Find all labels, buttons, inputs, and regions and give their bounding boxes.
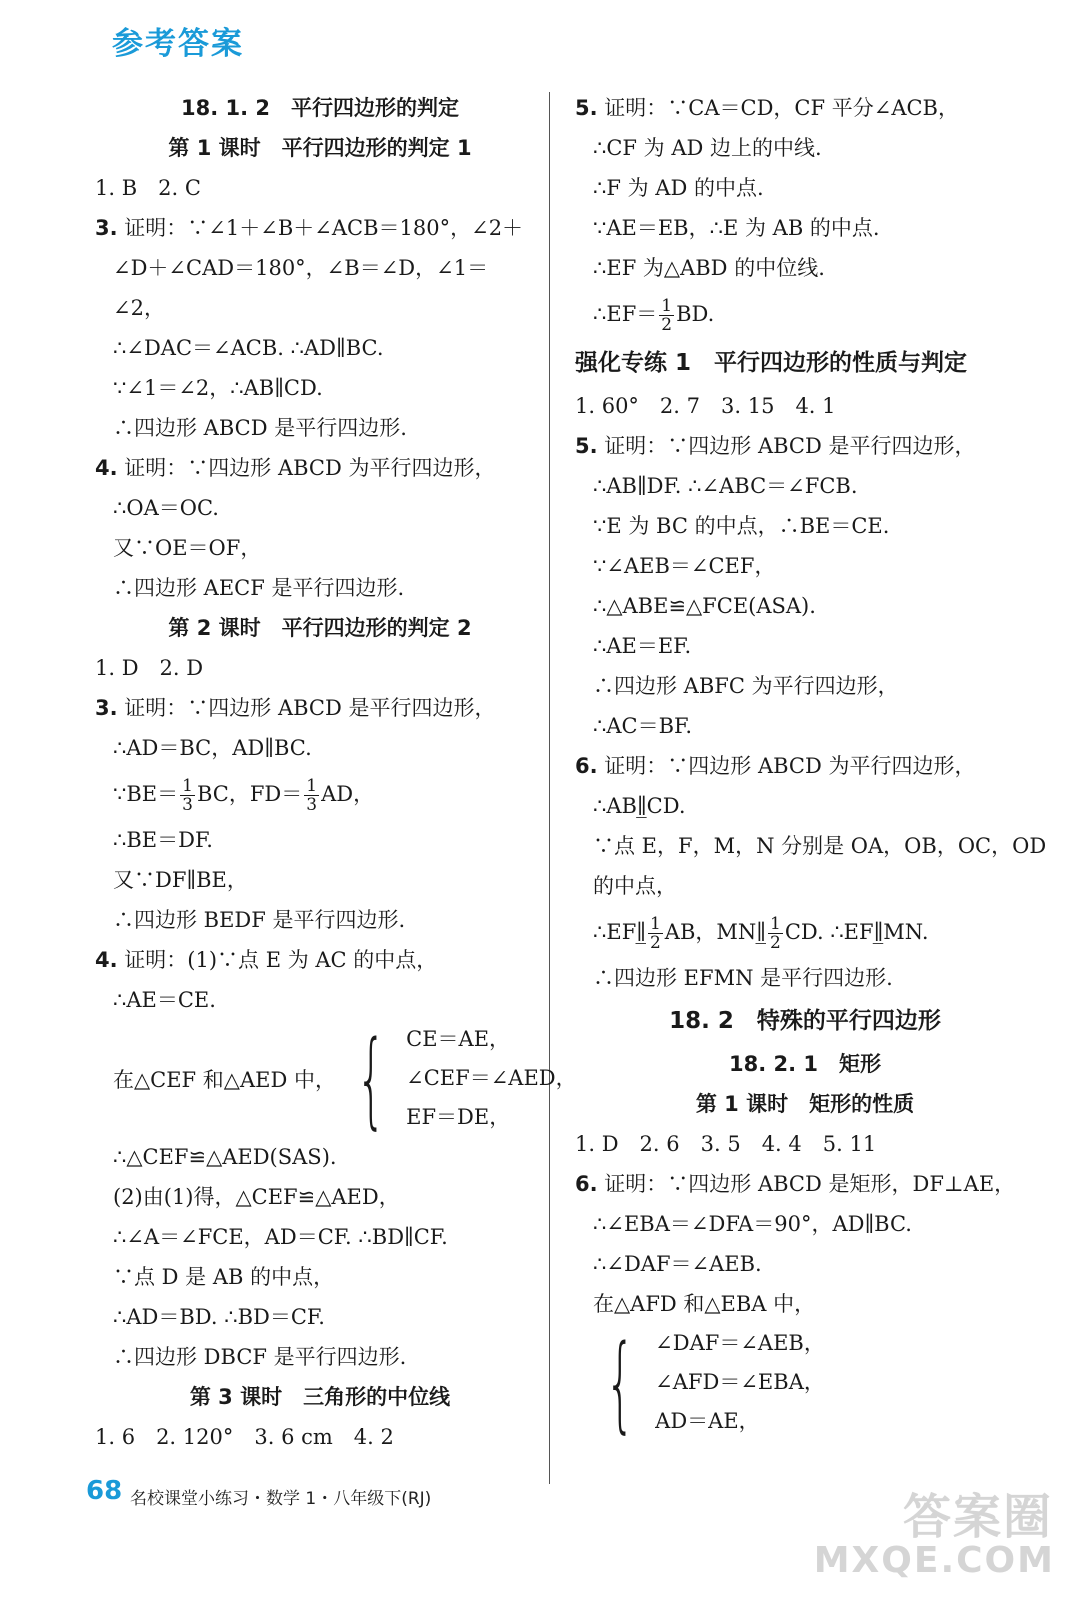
- answer-line: ∴四边形 AECF 是平行四边形.: [113, 576, 405, 600]
- answer-line: ∴∠A＝∠FCE，AD＝CF. ∴BD∥CF.: [113, 1225, 448, 1249]
- answer-line: 的中点，: [593, 874, 677, 898]
- answer-line: ∴EF 为△ABD 的中位线.: [593, 256, 825, 280]
- fraction-denominator: 2: [769, 933, 781, 953]
- answer-text: ∴EF＝: [593, 302, 658, 326]
- watermark-url: MXQE.COM: [813, 1540, 1055, 1581]
- question-number: 6.: [575, 754, 598, 778]
- answer-text: 证明：∵CA＝CD，CF 平分∠ACB，: [597, 96, 959, 120]
- watermark-logo: 答案圈: [902, 1489, 1053, 1545]
- answer-line: ∵点 E，F，M，N 分别是 OA，OB，OC，OD: [593, 834, 1047, 858]
- question-number: 4.: [95, 456, 118, 480]
- fraction-denominator: 3: [182, 795, 193, 815]
- answer-line: ∴AE＝EF.: [593, 634, 692, 658]
- case-lines: [406, 1020, 577, 1137]
- answer-line: [95, 208, 545, 248]
- case-line: ∠DAF＝∠AEB，: [655, 1331, 825, 1355]
- answer-text: ∵BE＝: [113, 782, 179, 806]
- answer-line: ∴AC＝BF.: [593, 714, 693, 738]
- answer-line: ∴∠DAF＝∠AEB.: [593, 1252, 762, 1276]
- fraction: [180, 777, 195, 814]
- page-number: 68: [86, 1476, 123, 1506]
- answer-line-fraction: [575, 906, 1035, 958]
- answer-line: [575, 426, 1035, 466]
- answer-line: ∴BE＝DF.: [113, 828, 213, 852]
- answer-line-fraction: [95, 768, 545, 820]
- question-number: 5.: [575, 434, 598, 458]
- answer-line: (2)由(1)得，△CEF≌△AED，: [113, 1185, 400, 1209]
- section-title: 强化专练 1 平行四边形的性质与判定: [575, 350, 968, 376]
- fraction-numerator: 1: [182, 776, 193, 796]
- answer-line: ∴AD＝BC，AD∥BC.: [113, 736, 312, 760]
- chapter-title: 18. 2 特殊的平行四边形: [669, 1008, 941, 1034]
- answer-line: ∴四边形 DBCF 是平行四边形.: [113, 1345, 407, 1369]
- page-header-title: 参考答案: [112, 26, 244, 62]
- answer-line: ∴△ABE≌△FCE(ASA).: [593, 594, 816, 618]
- answer-line: 1. D 2. 6 3. 5 4. 4 5. 11: [575, 1132, 877, 1156]
- answer-line: ∵点 D 是 AB 的中点，: [113, 1265, 335, 1289]
- answer-line: ∴AE＝CE.: [113, 988, 216, 1012]
- answer-line: [95, 448, 545, 488]
- fraction-denominator: 2: [649, 933, 661, 953]
- answer-line: 1. 6 2. 120° 3. 6 cm 4. 2: [95, 1425, 394, 1449]
- answer-text: BD.: [676, 302, 715, 326]
- case-line: CE＝AE，: [406, 1027, 511, 1051]
- answer-line: ∴∠EBA＝∠DFA＝90°，AD∥BC.: [593, 1212, 912, 1236]
- answer-line: 1. B 2. C: [95, 176, 201, 200]
- answer-text: 证明：∵∠1＋∠B＋∠ACB＝180°，∠2＋: [117, 216, 524, 240]
- fraction: [648, 915, 663, 952]
- lesson-title: 第 1 课时 平行四边形的判定 1: [168, 136, 472, 160]
- answer-line: 1. 60° 2. 7 3. 15 4. 1: [575, 394, 836, 418]
- fraction-denominator: 3: [306, 795, 318, 815]
- answer-text: 证明：(1)∵点 E 为 AC 的中点，: [117, 948, 438, 972]
- answer-line: ∴△CEF≌△AED(SAS).: [113, 1145, 337, 1169]
- answer-line: [575, 746, 1035, 786]
- answer-line: ∴AB∥̲CD.: [593, 794, 686, 818]
- answer-line: [575, 1164, 1035, 1204]
- fraction-numerator: 1: [769, 914, 781, 934]
- answer-line-fraction: [575, 288, 1035, 340]
- case-line: ∠AFD＝∠EBA，: [655, 1370, 825, 1394]
- fraction-numerator: 1: [306, 776, 318, 796]
- answer-line: ∴四边形 BEDF 是平行四边形.: [113, 908, 406, 932]
- answer-line: ∵E 为 BC 的中点，∴BE＝CE.: [593, 514, 890, 538]
- subsection-title: 18. 2. 1 矩形: [728, 1052, 882, 1076]
- fraction: [304, 777, 319, 814]
- answer-text: 证明：∵四边形 ABCD 是平行四边形，: [117, 696, 496, 720]
- answer-line: ∴CF 为 AD 边上的中线.: [593, 136, 822, 160]
- right-column: [575, 88, 1047, 1444]
- fraction: [659, 297, 674, 334]
- book-title: 名校课堂小练习・数学 1・八年级下(RJ): [130, 1489, 432, 1509]
- section-title: 18. 1. 2 平行四边形的判定: [180, 96, 460, 120]
- answer-line: ∴AD＝BD. ∴BD＝CF.: [113, 1305, 325, 1329]
- answer-text: ∴EF∥̲: [593, 920, 646, 944]
- case-line: AD＝AE，: [655, 1409, 760, 1433]
- lesson-title: 第 2 课时 平行四边形的判定 2: [168, 616, 472, 640]
- answer-text: 证明：∵四边形 ABCD 为平行四边形，: [597, 754, 976, 778]
- left-column: [95, 88, 577, 1457]
- case-line: EF＝DE，: [406, 1105, 511, 1129]
- answer-text: CD. ∴EF∥̲MN.: [784, 920, 929, 944]
- answer-line: ∴四边形 EFMN 是平行四边形.: [593, 966, 893, 990]
- answer-text: 证明：∵四边形 ABCD 是矩形，DF⊥AE，: [597, 1172, 1016, 1196]
- fraction-numerator: 1: [649, 914, 661, 934]
- answer-text: 证明：∵四边形 ABCD 是平行四边形，: [597, 434, 976, 458]
- answer-line: ∠D＋∠CAD＝180°，∠B＝∠D，∠1＝: [113, 256, 489, 280]
- question-number: 3.: [95, 216, 118, 240]
- answer-line: ∴F 为 AD 的中点.: [593, 176, 764, 200]
- case-label: 在△CEF 和△AED 中，: [113, 1067, 336, 1092]
- answer-line: 1. D 2. D: [95, 656, 204, 680]
- answer-line: 又∵DF∥BE，: [113, 868, 248, 892]
- answer-line: ∴四边形 ABFC 为平行四边形，: [593, 674, 899, 698]
- answer-line: ∵∠AEB＝∠CEF，: [593, 554, 776, 578]
- answer-line: ∠2，: [113, 296, 165, 320]
- case-lines: [655, 1324, 825, 1441]
- answer-line: ∵AE＝EB，∴E 为 AB 的中点.: [593, 216, 880, 240]
- answer-line: 在△AFD 和△EBA 中，: [593, 1292, 816, 1316]
- question-number: 3.: [95, 696, 118, 720]
- answer-line: 又∵OE＝OF，: [113, 536, 262, 560]
- answer-line: ∴OA＝OC.: [113, 496, 219, 520]
- question-number: 5.: [575, 96, 598, 120]
- column-divider: [549, 92, 550, 1484]
- case-system: [575, 1321, 1035, 1444]
- question-number: 4.: [95, 948, 118, 972]
- answer-line: ∴四边形 ABCD 是平行四边形.: [113, 416, 407, 440]
- answer-text: BC，FD＝: [196, 782, 303, 806]
- left-brace-icon: {: [356, 1017, 386, 1140]
- answer-text: 证明：∵四边形 ABCD 为平行四边形，: [117, 456, 496, 480]
- fraction-denominator: 2: [661, 315, 673, 335]
- answer-line: ∴∠DAC＝∠ACB. ∴AD∥BC.: [113, 336, 384, 360]
- left-brace-icon: {: [605, 1321, 635, 1444]
- case-system: [95, 1017, 577, 1140]
- lesson-title: 第 3 课时 三角形的中位线: [189, 1385, 451, 1409]
- answer-line: [575, 88, 1035, 128]
- lesson-title: 第 1 课时 矩形的性质: [695, 1092, 915, 1116]
- answer-text: AD，: [321, 782, 375, 806]
- answer-line: [95, 940, 545, 980]
- answer-line: ∵∠1＝∠2，∴AB∥CD.: [113, 376, 323, 400]
- case-line: ∠CEF＝∠AED，: [406, 1066, 577, 1090]
- answer-line: ∴AB∥DF. ∴∠ABC＝∠FCB.: [593, 474, 858, 498]
- fraction: [768, 915, 783, 952]
- answer-line: [95, 688, 545, 728]
- answer-text: AB，MN∥̲: [664, 920, 766, 944]
- fraction-numerator: 1: [661, 296, 673, 316]
- question-number: 6.: [575, 1172, 598, 1196]
